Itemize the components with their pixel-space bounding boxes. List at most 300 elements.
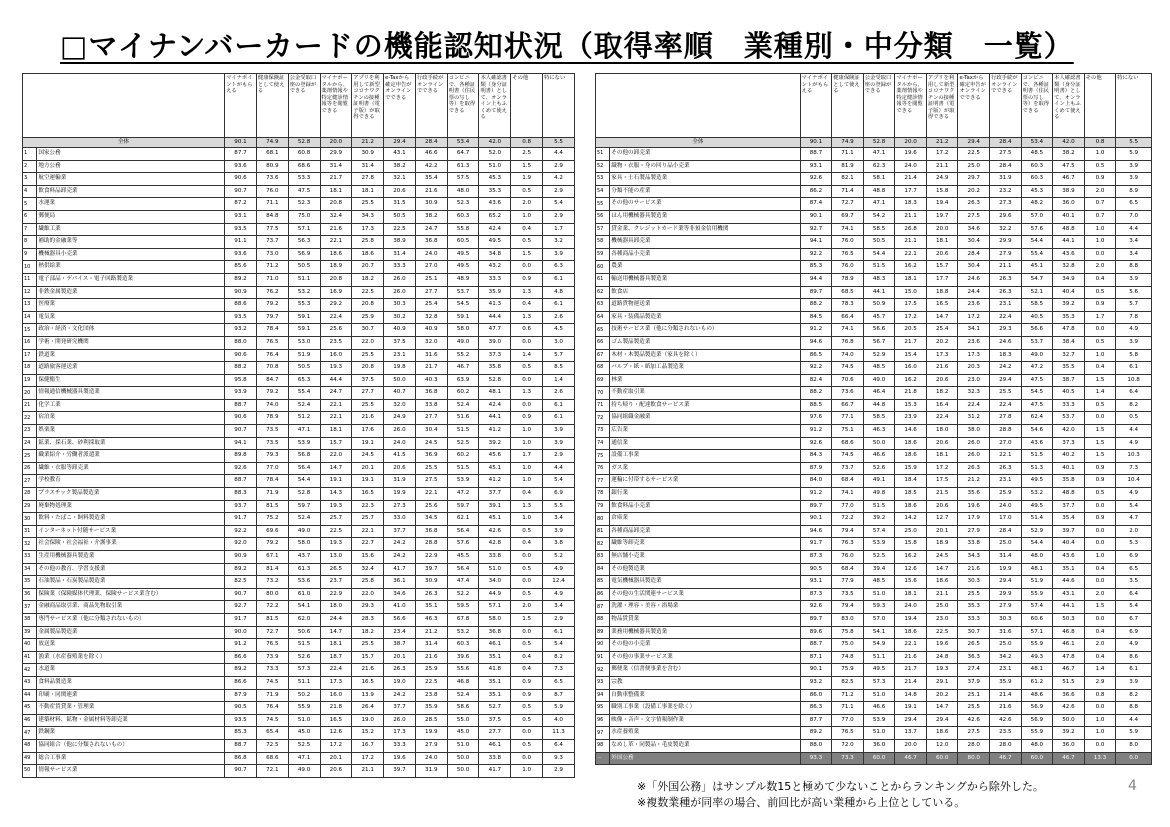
table-row [596,336,1152,349]
cell-value: 20.6 [926,248,958,261]
cell-value: 45.1 [1021,261,1053,274]
table-row [596,185,1152,198]
cell-value: 2.5 [511,148,543,161]
cell-value: 6.5 [1116,563,1152,576]
cell-value: 30.9 [415,576,447,589]
cell-value: 87.4 [800,198,832,211]
cell-value: 17.2 [926,462,958,475]
cell-value: 56.8 [288,450,320,463]
cell-value: 20.6 [384,462,416,475]
cell-value: 32.3 [958,387,990,400]
rank-number: 65 [596,324,610,337]
cell-value: 93.2 [800,676,832,689]
cell-value: 18.6 [320,248,352,261]
cell-value: 73.0 [256,248,288,261]
industry-name: 繊維・衣服等卸売業 [37,462,225,475]
cell-value: 6.1 [543,299,575,312]
cell-value: 79.4 [832,525,864,538]
cell-value: 88.7 [800,148,832,161]
cell-value: 80.9 [256,160,288,173]
cell-value: 60.3 [1021,173,1053,186]
cell-value: 8.7 [543,689,575,702]
cell-value: 15.0 [895,286,927,299]
rank-number: 28 [23,488,37,501]
cell-value: 0.5 [511,362,543,375]
rank-number: 91 [596,651,610,664]
cell-value: 19.0 [352,714,384,727]
cell-value: 26.3 [958,462,990,475]
industry-name: 協同組織金融業 [610,412,800,425]
cell-value: 23.1 [990,664,1022,677]
industry-name: 家具・士石製品製造業 [610,173,800,186]
cell-value: 86.2 [800,185,832,198]
rank-number: 76 [596,462,610,475]
cell-value: 78.4 [256,475,288,488]
table-row [596,311,1152,324]
cell-value: 34.8 [479,248,511,261]
industry-name: 不動産取引業 [610,387,800,400]
cell-value: 36.8 [415,387,447,400]
column-header: マイナポータルから、薬剤情報や特定健診情報等を閲覧できる [320,74,352,138]
cell-value: 89.6 [800,626,832,639]
cell-value: 0.0 [1084,739,1116,752]
rank-number: 39 [23,626,37,639]
cell-value: 20.6 [320,765,352,778]
cell-value: 94.1 [225,437,257,450]
cell-value: 58.5 [863,412,895,425]
cell-value: 25.9 [990,488,1022,501]
cell-value: 24.6 [958,273,990,286]
cell-value: 1.0 [1084,349,1116,362]
cell-value: 88.0 [800,739,832,752]
cell-value: 35.1 [479,651,511,664]
cell-value: 1.4 [1084,664,1116,677]
cell-value: 22.9 [320,588,352,601]
cell-value: 35.1 [479,689,511,702]
total-label: 全体 [23,138,225,148]
cell-value: 44.1 [1053,601,1085,614]
cell-value: 1.0 [511,462,543,475]
cell-value: 28.8 [990,425,1022,438]
cell-value: 26.5 [958,639,990,652]
table-row [23,349,575,362]
industry-name: 印刷・同関連業 [37,689,225,702]
cell-value: 29.7 [958,173,990,186]
cell-value: 2.0 [1084,588,1116,601]
cell-value: 27.9 [415,739,447,752]
cell-value: 71.1 [256,198,288,211]
cell-value: 6.1 [543,399,575,412]
cell-value: 42.6 [479,525,511,538]
column-header: 健康保険証として使える [832,74,864,138]
table-row [596,525,1152,538]
cell-value: 15.4 [895,349,927,362]
cell-value: 41.2 [479,475,511,488]
cell-value: 52.9 [1021,525,1053,538]
cell-value: 21.6 [895,651,927,664]
cell-value: 5.7 [543,349,575,362]
cell-value: 6.5 [1116,198,1152,211]
rank-number: 2 [23,160,37,173]
cell-value: 28.4 [990,160,1022,173]
cell-value: 60.0 [863,752,895,765]
cell-value: 20.7 [352,261,384,274]
cell-value: 24.9 [384,412,416,425]
cell-value: 46.6 [863,450,895,463]
cell-value: 37.7 [1053,500,1085,513]
cell-value: 55.3 [288,299,320,312]
rank-number: 31 [23,525,37,538]
rank-number: 13 [23,299,37,312]
cell-value: 18.1 [320,639,352,652]
rank-number: 67 [596,349,610,362]
cell-value: 52.1 [1021,286,1053,299]
cell-value: 51.5 [863,261,895,274]
cell-value: 35.3 [1053,311,1085,324]
table-row [596,551,1152,564]
cell-value: 25.0 [958,160,990,173]
rank-number: 35 [23,576,37,589]
industry-name: 郵便業（信書便事業を含む） [610,664,800,677]
cell-value: 77.9 [832,576,864,589]
cell-value: 20.0 [895,739,927,752]
cell-value: 44.6 [1053,576,1085,589]
cell-value: 36.9 [415,450,447,463]
cell-value: 37.9 [958,676,990,689]
cell-value: 84.5 [800,311,832,324]
cell-value: 12.6 [895,563,927,576]
cell-value: 92.2 [800,248,832,261]
cell-value: 2.0 [1084,185,1116,198]
cell-value: 29.4 [990,374,1022,387]
cell-value: 3.9 [1116,336,1152,349]
right-table-body [596,138,1152,765]
cell-value: 27.3 [990,198,1022,211]
cell-value: 52.3 [447,198,479,211]
industry-name: 無店舗小売業 [610,551,800,564]
cell-value: 33.0 [384,513,416,526]
cell-value: 36.0 [863,739,895,752]
cell-value: 88.7 [800,639,832,652]
rank-number: 20 [23,387,37,400]
cell-value: 5.6 [1116,286,1152,299]
cell-value: 47.5 [1021,374,1053,387]
cell-value: 68.6 [832,437,864,450]
cell-value: 17.3 [926,349,958,362]
cell-value: 52.7 [479,702,511,715]
industry-name: 道路貨物運送業 [610,299,800,312]
cell-value: 93.5 [225,223,257,236]
total-value: 28.4 [990,138,1022,148]
cell-value: 31.6 [990,626,1022,639]
cell-value: 25.6 [415,500,447,513]
cell-value: 71.9 [256,689,288,702]
rank-number: 72 [596,412,610,425]
cell-value: 53.9 [288,437,320,450]
cell-value: 56.4 [447,525,479,538]
cell-value: 16.2 [895,551,927,564]
cell-value: 7.8 [1116,311,1152,324]
cell-value: 22.1 [320,399,352,412]
cell-value: 89.7 [800,286,832,299]
cell-value: 16.5 [352,676,384,689]
table-row [23,639,575,652]
cell-value: 30.4 [415,425,447,438]
cell-value: 32.4 [352,563,384,576]
industry-name: 各種商品小売業 [610,248,800,261]
industry-name: 宿泊業 [37,412,225,425]
cell-value: 49.5 [863,664,895,677]
industry-name: 生産用機械器具製造業 [37,551,225,564]
cell-value: 37.5 [384,336,416,349]
cell-value: 76.3 [832,538,864,551]
cell-value: 29.4 [926,714,958,727]
total-label: 全体 [596,138,801,148]
table-row [23,651,575,664]
cell-value: 23.1 [990,475,1022,488]
rank-number: 27 [23,475,37,488]
cell-value: 67.1 [256,551,288,564]
cell-value: 61.3 [288,563,320,576]
cell-value: 49.5 [447,261,479,274]
cell-value: 39.7 [415,563,447,576]
table-row [23,475,575,488]
cell-value: 62.1 [447,513,479,526]
table-row [23,198,575,211]
industry-name: 国家公務 [37,148,225,161]
cell-value: 50.5 [288,362,320,375]
cell-value: 0.9 [1084,475,1116,488]
industry-name: 物品賃貸業 [610,613,800,626]
cell-value: 21.1 [352,765,384,778]
cell-value: 50.3 [1053,613,1085,626]
cell-value: 57.1 [1021,626,1053,639]
header-row [23,74,575,138]
cell-value: 4.2 [543,173,575,186]
cell-value: 22.1 [352,525,384,538]
cell-value: 15.6 [895,576,927,589]
cell-value: 20.3 [958,362,990,375]
cell-value: 16.0 [895,362,927,375]
cell-value: 31.4 [320,160,352,173]
industry-name: 放送業 [37,639,225,652]
cell-value: 47.7 [479,324,511,337]
cell-value: 46.6 [415,148,447,161]
table-row [23,727,575,740]
cell-value: 54.5 [447,299,479,312]
table-row [596,651,1152,664]
cell-value: 35.1 [415,601,447,614]
cell-value: 36.8 [415,525,447,538]
cell-value: 44.4 [479,311,511,324]
rank-number: 3 [23,173,37,186]
cell-value: 18.1 [926,236,958,249]
table-row [23,273,575,286]
cell-value: 5.4 [543,639,575,652]
industry-name: 織物・衣服・身の回り品小売業 [610,160,800,173]
rank-number: 26 [23,462,37,475]
industry-name: 分類不能の産業 [610,185,800,198]
cell-value: 0.0 [1084,702,1116,715]
cell-value: 14.7 [320,626,352,639]
cell-value: 34.6 [384,588,416,601]
cell-value: 1.9 [511,173,543,186]
cell-value: 95.8 [225,374,257,387]
table-row [596,374,1152,387]
header-row [596,74,1152,138]
cell-value: 24.7 [320,387,352,400]
cell-value: 21.6 [320,223,352,236]
rank-number: 95 [596,702,610,715]
cell-value: 33.3 [958,613,990,626]
cell-value: 10.3 [1116,450,1152,463]
cell-value: 30.9 [415,198,447,211]
cell-value: 48.5 [863,362,895,375]
cell-value: 26.0 [384,286,416,299]
cell-value: 0.0 [1116,752,1152,765]
table-row [596,324,1152,337]
total-value: 5.5 [543,138,575,148]
cell-value: 27.0 [990,437,1022,450]
rank-number: 89 [596,626,610,639]
cell-value: 34.2 [990,651,1022,664]
cell-value: 1.0 [511,475,543,488]
cell-value: 84.0 [800,475,832,488]
column-header: アプリを利用して新型コロナワクチンの接種証明書（電子版）が取得できる [352,74,384,138]
cell-value: 13.7 [895,727,927,740]
cell-value: 87.7 [800,714,832,727]
cell-value: 4.7 [1116,513,1152,526]
cell-value: 48.1 [1021,664,1053,677]
cell-value: 1.7 [1084,311,1116,324]
cell-value: 18.1 [895,273,927,286]
cell-value: 22.4 [926,412,958,425]
cell-value: 87.9 [800,462,832,475]
rank-number: 11 [23,273,37,286]
cell-value: 18.9 [926,538,958,551]
cell-value: 76.0 [256,185,288,198]
cell-value: 52.4 [447,689,479,702]
cell-value: 55.9 [288,702,320,715]
cell-value: 4.9 [1116,639,1152,652]
cell-value: 18.6 [895,437,927,450]
industry-name: 持ち帰り・配達飲食サービス業 [610,399,800,412]
column-header: アプリを利用して新型コロナワクチンの接種証明書（電子版）が取得できる [926,74,958,138]
cell-value: 49.0 [447,336,479,349]
cell-value: 39.2 [863,513,895,526]
footnote-exclusion: ※「外国公務」はサンプル数15と極めて少ないことからランキングから除外した。 [637,780,1044,793]
cell-value: 74.1 [832,223,864,236]
cell-value: 15.9 [895,462,927,475]
total-value: 0.8 [1084,138,1116,148]
table-row [596,626,1152,639]
cell-value: 90.7 [225,425,257,438]
cell-value: 51.5 [863,500,895,513]
industry-name: その他の小売業 [610,639,800,652]
cell-value: 0.4 [1084,362,1116,375]
cell-value: 25.0 [990,538,1022,551]
cell-value: 14.3 [320,488,352,501]
cell-value: 31.4 [415,639,447,652]
cell-value: 60.5 [447,236,479,249]
cell-value: 59.1 [288,311,320,324]
cell-value: 55.9 [1021,639,1053,652]
cell-value: 73.6 [256,173,288,186]
rank-number: 58 [596,236,610,249]
industry-name: 機械器具小売業 [37,248,225,261]
table-row [23,286,575,299]
cell-value: 79.7 [256,311,288,324]
industry-name: 電気業 [37,311,225,324]
cell-value: 68.6 [256,752,288,765]
cell-value: 46.7 [895,752,927,765]
cell-value: 4.4 [1116,425,1152,438]
cell-value: 57.6 [447,538,479,551]
cell-value: 74.5 [832,362,864,375]
industry-name: 熱供給業 [37,261,225,274]
cell-value: 26.0 [384,425,416,438]
cell-value: 1.5 [1084,601,1116,614]
cell-value: 81.4 [256,563,288,576]
cell-value: 14.7 [926,311,958,324]
cell-value: 25.5 [352,198,384,211]
cell-value: 1.0 [511,765,543,778]
cell-value: 31.6 [415,349,447,362]
industry-name: その他製造業 [610,563,800,576]
table-row [23,702,575,715]
cell-value: 90.5 [225,702,257,715]
cell-value: 29.6 [990,210,1022,223]
cell-value: 24.4 [958,286,990,299]
cell-value: 34.3 [958,551,990,564]
cell-value: 0.4 [511,223,543,236]
cell-value: 34.5 [415,513,447,526]
cell-value: 21.2 [958,475,990,488]
cell-value: 71.2 [256,261,288,274]
cell-value: 1.0 [1084,148,1116,161]
cell-value: 63.9 [447,374,479,387]
table-row [596,399,1152,412]
industry-name: なめし革・同製品・毛皮製造業 [610,739,800,752]
cell-value: 52.8 [288,488,320,501]
rank-number: 68 [596,362,610,375]
cell-value: 20.1 [320,752,352,765]
cell-value: 1.4 [543,374,575,387]
cell-value: 93.1 [225,210,257,223]
table-row [23,739,575,752]
industry-name: はん用機械器具製造業 [610,210,800,223]
rank-number: 37 [23,601,37,614]
cell-value: 35.5 [1053,362,1085,375]
cell-value: 0.5 [511,588,543,601]
cell-value: 3.9 [543,437,575,450]
cell-value: 42.0 [1053,425,1085,438]
table-row [596,223,1152,236]
cell-value: 59.7 [447,500,479,513]
rank-number: 33 [23,551,37,564]
cell-value: 37.5 [352,374,384,387]
cell-value: 19.3 [926,664,958,677]
cell-value: 48.1 [1021,563,1053,576]
cell-value: 79.2 [256,538,288,551]
table-row [596,462,1152,475]
cell-value: 57.3 [863,676,895,689]
total-value: 42.0 [1053,138,1085,148]
cell-value: 86.8 [225,752,257,765]
cell-value: 24.7 [415,223,447,236]
cell-value: 58.5 [863,223,895,236]
cell-value: 72.0 [832,739,864,752]
